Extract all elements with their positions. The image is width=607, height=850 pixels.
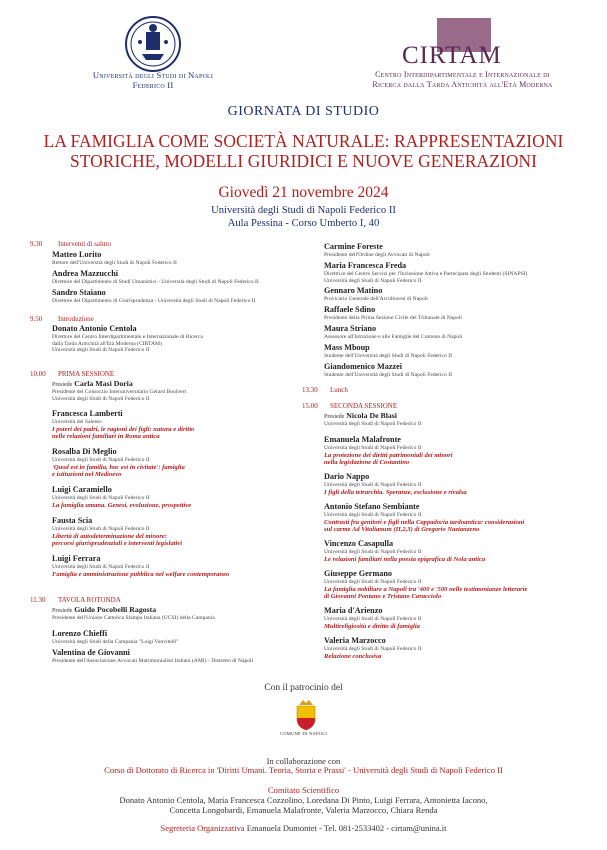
cirtam-name: [355, 70, 570, 90]
speaker-name: Andrea Mazzucchi: [52, 269, 119, 278]
comune-label: COMUNE DI NAPOLI: [279, 731, 328, 736]
speaker-desc: Università degli Studi di Napoli Federico II: [324, 421, 422, 427]
speaker-desc: Università degli Studi di Napoli Federico II: [324, 482, 422, 488]
talk-title: Libertà di autodeterminazione del minore:: [52, 533, 168, 540]
speaker-desc: Università degli Studi di Napoli Federico II: [52, 526, 150, 532]
secretariat-label: Segreteria Organizzativa: [160, 823, 245, 833]
event-date: Giovedì 21 novembre 2024: [218, 184, 389, 201]
talk-title: sul carme Ad Vitalianum (II,2,3) di Gregorio Nazianzeno: [324, 526, 480, 533]
speaker-desc: Presidente del Consorzio Interuniversitario Gérard Boulvert: [52, 389, 187, 395]
talk-title: Multireligiosità e diritto di famiglia: [324, 623, 420, 630]
session-time: 15.00: [302, 402, 318, 410]
speaker-desc: Università degli Studi di Napoli Federico II: [52, 457, 150, 463]
chair-label: Presiede: [52, 382, 73, 388]
speaker-desc: Università degli Studi di Napoli Federico II: [52, 347, 150, 353]
speaker-name: Rosalba Di Meglio: [52, 447, 117, 456]
speaker-name: Mass Mboup: [324, 343, 370, 352]
session-time: 10.00: [30, 370, 46, 378]
speaker-name: Maura Striano: [324, 324, 377, 333]
speaker-name: Donato Antonio Centola: [52, 324, 137, 333]
speaker-desc: Direttore del Dipartimento di Giurisprudenza - Università degli Studi di Napoli Federico II: [52, 298, 256, 304]
speaker-name: Giandomenico Mazzei: [324, 362, 402, 371]
speaker-name: Carmine Foreste: [324, 242, 383, 251]
comune-napoli-crest-icon: [293, 697, 319, 731]
talk-title: Contrasti fra genitori e figli nella Cappadocia tardoantica: considerazioni: [324, 519, 525, 526]
header: [0, 0, 607, 100]
collaboration-label: In collaborazione con: [266, 756, 341, 766]
speaker-desc: Università degli Studi di Napoli Federico II: [324, 512, 422, 518]
talk-title: La protezione dei diritti patrimoniali dei minori: [324, 452, 453, 459]
speaker-name: Antonio Stefano Sembiante: [324, 502, 420, 511]
speaker-desc: Presidente dell'Ordine degli Avvocati di Napoli: [324, 252, 430, 258]
speaker-desc: Università del Salento: [52, 419, 102, 425]
speaker-name: Sandro Staiano: [52, 288, 106, 297]
speaker-desc: Presidente dell'Associazione Avvocati Matrimonialisti Italiani (AMI) - Distretto di Napoli: [52, 658, 254, 664]
cirtam-name-line2: Ricerca dalla Tarda Antichità all'Età Moderna: [372, 80, 553, 89]
speaker-desc: Rettore dell'Università degli Studi di Napoli Federico II: [52, 260, 177, 266]
talk-title: Le relazioni familiari nella poesia epigrafica di Nola antica: [324, 556, 486, 563]
cirtam-name-line1: Centro Interdipartimentale e Internazionale di: [375, 70, 550, 79]
speaker-desc: Presidente dell'Unione Cattolica Stampa Italiana (UCSI) della Campania: [52, 615, 215, 621]
speaker-name: Dario Nappo: [324, 472, 370, 481]
scientific-committee-names: Concetta Longobardi, Emanuela Malafronte, Valeria Marzocco, Chiara Renda: [169, 805, 438, 815]
talk-title: nella legislazione di Costantino: [324, 459, 410, 466]
speaker-name: Gennaro Matino: [324, 286, 383, 295]
talk-title: nelle relazioni familiari in Roma antica: [52, 433, 160, 440]
scientific-committee-names: Donato Antonio Centola, Maria Francesca Cozzolino, Loredana Di Pinto, Luigi Ferrara, Antonietta Iacono,: [119, 795, 488, 805]
speaker-desc: Università degli Studi di Napoli Federico II: [324, 549, 422, 555]
speaker-name: Luigi Ferrara: [52, 554, 101, 563]
speaker-desc: Università degli Studi della Campania "Luigi Vanvitelli": [52, 639, 179, 645]
speaker-desc: Direttore del Centro Interdipartimentale e Internazionale di Ricerca: [52, 334, 203, 340]
scientific-committee-title: Comitato Scientifico: [267, 785, 340, 795]
event-title: [20, 131, 587, 171]
speaker-name: Giuseppe Germano: [324, 569, 393, 578]
session-time: 9.30: [30, 240, 43, 248]
talk-title: La famiglia nobiliare a Napoli tra '400 e '500 nelle testimonianze letterarie: [324, 586, 528, 593]
event-place-line2: Aula Pessina - Corso Umberto I, 40: [227, 218, 380, 229]
event-kind: GIORNATA DI STUDIO: [227, 104, 380, 119]
doctorate-course: Corso di Dottorato di Ricerca in 'Diritti Umani. Teoria, Storia e Prassi' - Università degli Studi di Napoli Federico II: [104, 765, 503, 775]
session-time: 13.30: [302, 386, 318, 394]
session-label: SECONDA SESSIONE: [330, 402, 398, 410]
speaker-desc: Università degli Studi di Napoli Federico II: [52, 395, 150, 402]
talk-title: percorsi giurisprudenziali e interventi legislativi: [52, 540, 183, 547]
speaker-name: Valeria Marzocco: [324, 636, 386, 645]
talk-title: di Giovanni Pontano e Tristano Caracciolo: [324, 593, 442, 600]
chair-label: Presiede: [52, 608, 73, 614]
speaker-name: Valentina de Giovanni: [52, 648, 130, 657]
speaker-desc: Provicario Generale dell'Arcidiocesi di Napoli: [324, 296, 428, 302]
speaker-desc: Assessore all'Istruzione e alle Famiglie del Comune di Napoli: [324, 334, 463, 340]
speaker-name: Fausta Scia: [52, 516, 93, 525]
speaker-desc: Studente dell'Università degli Studi di Napoli Federico II: [324, 372, 452, 378]
talk-title: I figli della tetrarchia. Speranze, esclusione e rivalsa: [324, 489, 467, 496]
chair-name: Guido Pocobelli Ragosta: [74, 605, 157, 614]
session-label: Lunch: [330, 386, 348, 394]
speaker-name: Raffaele Sdino: [324, 305, 376, 314]
talk-title: La famiglia umana. Genesi, evoluzione, prospettive: [52, 502, 192, 509]
session-label: Introduzione: [58, 315, 94, 323]
session-label: Interventi di saluto: [58, 240, 111, 248]
speaker-name: Maria d'Arienzo: [324, 606, 383, 615]
speaker-desc: Direttrice del Centro Servizi per l'Inclusione Attiva e Partecipata degli Studenti (SINAPSI): [324, 271, 528, 277]
speaker-desc: Università degli Studi di Napoli Federico II: [324, 579, 422, 585]
speaker-desc: Presidente della Prima Sezione Civile del Tribunale di Napoli: [324, 315, 462, 321]
speaker-desc: Università degli Studi di Napoli Federico II: [52, 495, 150, 501]
speaker-desc: Università degli Studi di Napoli Federico II: [324, 445, 422, 451]
speaker-desc: dalla Tarda Antichità all'Età Moderna (CIRTAM): [52, 340, 162, 347]
session-time: 11.30: [30, 596, 46, 604]
chair-name: Carla Masi Doria: [74, 379, 133, 388]
speaker-desc: Università degli Studi di Napoli Federico II: [324, 616, 422, 622]
talk-title: I poteri dei padri, le ragioni dei figli: natura e diritto: [52, 426, 195, 433]
speaker-name: Luigi Caramiello: [52, 485, 112, 494]
cirtam-logo-word: CIRTAM: [402, 42, 502, 69]
session-label: TAVOLA ROTONDA: [58, 596, 121, 604]
speaker-desc: Università degli Studi di Napoli Federico II: [52, 564, 150, 570]
session-time: 9.50: [30, 315, 43, 323]
speaker-name: Maria Francesca Freda: [324, 261, 407, 270]
event-title-line1: LA FAMIGLIA COME SOCIETÀ NATURALE: RAPPRESENTAZIONI: [43, 131, 564, 151]
speaker-name: Lorenzo Chieffi: [52, 629, 108, 638]
talk-title: 'Quod est in familia, hoc est in civitate': famiglia: [52, 464, 185, 471]
speaker-name: Vincenzo Casapulla: [324, 539, 394, 548]
university-name: [78, 70, 228, 90]
speaker-desc: Università degli Studi di Napoli Federico II: [324, 277, 422, 284]
speaker-name: Matteo Lorito: [52, 250, 102, 259]
chair-label: Presiede: [324, 414, 345, 420]
talk-title: e istituzioni nel Medioevo: [52, 471, 122, 478]
speaker-desc: Direttore del Dipartimento di Studi Umanistici - Università degli Studi di Napoli Federico II: [52, 279, 259, 285]
speaker-desc: Studente dell'Università degli Studi di Napoli Federico II: [324, 353, 452, 359]
speaker-name: Francesca Lamberti: [52, 409, 123, 418]
patronage-label: Con il patrocinio del: [264, 683, 343, 693]
session-label: PRIMA SESSIONE: [58, 370, 115, 378]
chair-name: Nicola De Blasi: [346, 411, 397, 420]
university-name-line2: Federico II: [132, 80, 174, 90]
talk-title: Famiglia e amministrazione pubblica nel welfare contemporaneo: [52, 571, 230, 578]
event-title-line2: STORICHE, MODELLI GIURIDICI E NUOVE GENERAZIONI: [69, 151, 538, 171]
university-name-line1: Università degli Studi di Napoli: [92, 70, 214, 80]
speaker-desc: Università degli Studi di Napoli Federico II: [324, 646, 422, 652]
event-place-line1: Università degli Studi di Napoli Federico II: [211, 205, 396, 216]
talk-title: Relazione conclusiva: [324, 653, 382, 660]
secretariat-contact: Emanuela Dumontet - Tel. 081-2533402 - cirtam@unina.it: [246, 823, 447, 833]
organizing-secretariat: [0, 823, 607, 833]
speaker-name: Emanuela Malafronte: [324, 435, 401, 444]
